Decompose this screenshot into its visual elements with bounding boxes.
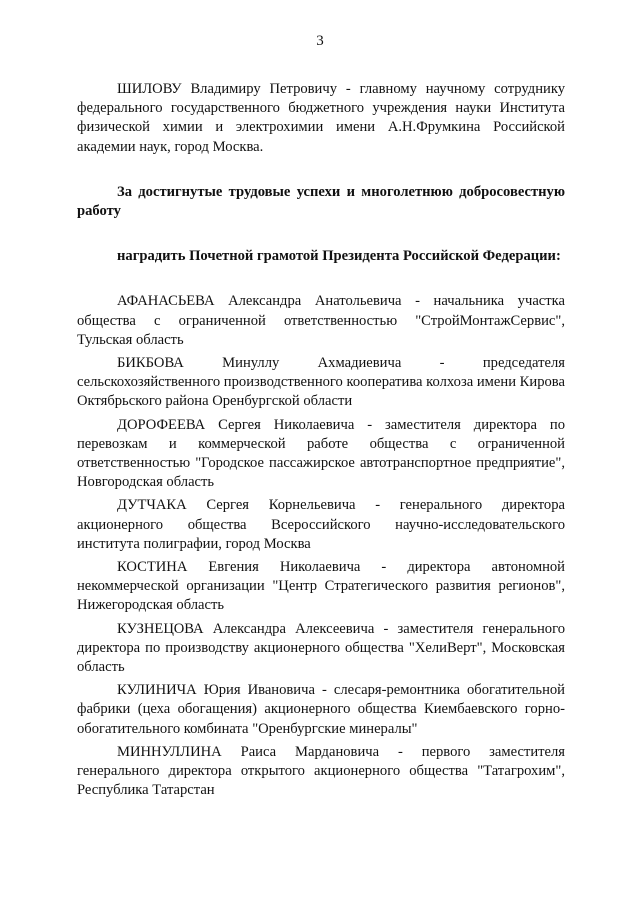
awardee-item: КУЗНЕЦОВА Александра Алексеевича - заместителя генерального директора по производству акционерного общества "ХелиВерт", Московская область bbox=[77, 620, 565, 676]
awardee-item: ДУТЧАКА Сергея Корнельевича - генерального директора акционерного общества Всероссийского научно-исследовательского института полиграфии, город Москва bbox=[77, 497, 565, 552]
awardee-item: БИКБОВА Минуллу Ахмадиевича - председателя сельскохозяйственного производственного кооператива колхоза имени Кирова Октябрьского района Оренбургской области bbox=[77, 355, 565, 410]
page-number: 3 bbox=[316, 33, 324, 49]
document-body bbox=[77, 80, 565, 805]
awardee-item: ДОРОФЕЕВА Сергея Николаевича - заместителя директора по перевозкам и коммерческой работе общества с ограниченной ответственностью "Городское пассажирское автотранспортное предприятие", Новгородская область bbox=[77, 416, 565, 491]
awardee-item: МИННУЛЛИНА Раиса Мардановича - первого заместителя генерального директора открытого акционерного общества "Татагрохим", Республика Татарстан bbox=[77, 743, 565, 799]
awardee-item: КОСТИНА Евгения Николаевича - директора автономной некоммерческой организации "Центр Стратегического развития регионов", Нижегородская область bbox=[77, 559, 565, 614]
awardee-list bbox=[77, 292, 565, 800]
section-heading-achievements: За достигнутые трудовые успехи и многолетнюю добросовестную работу bbox=[77, 183, 565, 220]
intro-paragraph: ШИЛОВУ Владимиру Петровичу - главному научному сотруднику федерального государственного бюджетного учреждения науки Института физической химии и электрохимии имени А.Н.Фрумкина Российской академии наук, город Москва. bbox=[77, 81, 565, 155]
awardee-item: КУЛИНИЧА Юрия Ивановича - слесаря-ремонтника обогатительной фабрики (цеха обогащения) акционерного общества Киембаевского горно-обогатительного комбината "Оренбургские минералы" bbox=[77, 682, 565, 737]
award-heading: наградить Почетной грамотой Президента Российской Федерации: bbox=[117, 248, 561, 265]
awardee-item: АФАНАСЬЕВА Александра Анатольевича - начальника участка общества с ограниченной ответственностью "СтройМонтажСервис", Тульская область bbox=[77, 293, 565, 348]
